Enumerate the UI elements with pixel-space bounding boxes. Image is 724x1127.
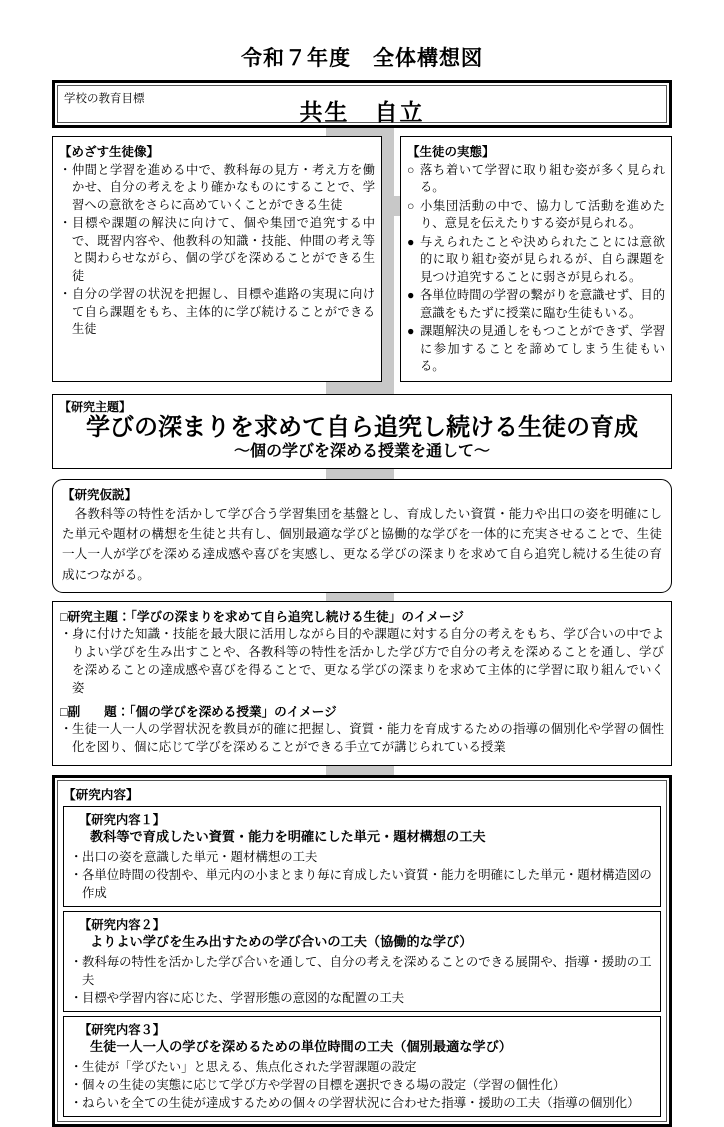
bullet-open-circle-icon: ○ bbox=[407, 163, 415, 177]
list-item bbox=[70, 1094, 654, 1112]
page-title: 令和７年度 全体構想図 bbox=[241, 47, 483, 70]
school-goal-value: 共生 自立 bbox=[299, 99, 425, 125]
research-hypothesis-text: 各教科等の特性を活かして学び合う学習集団を基盤とし、育成したい資質・能力や出口の姿を明確にした単元や題材の構想を生徒と共有し、個別最適な学びと協働的な学びを一体的に充実させることで、生徒一人一人が学びを深める達成感や喜びを実感し、更なる学びの深まりを求めて自ら追究し続ける生徒の育成につながる。 bbox=[62, 506, 663, 582]
list-item bbox=[70, 848, 654, 866]
list-item bbox=[60, 721, 664, 757]
student-image-box bbox=[52, 136, 382, 382]
research-theme-label: 【研究主題】 bbox=[59, 400, 132, 415]
subtitle-image-heading-rest: ：「個の学びを深める授業」のイメージ bbox=[116, 705, 337, 719]
school-goal-label: 学校の教育目標 bbox=[64, 93, 145, 105]
bullet-dot-icon: ・ bbox=[70, 1078, 83, 1093]
theme-image-heading-rest: ：「学びの深まりを求めて自ら追究し続ける生徒」のイメージ bbox=[117, 610, 464, 625]
research-hypothesis-box bbox=[52, 479, 672, 594]
list-item-text: 各単位時間の役割や、単元内の小まとまり毎に育成したい資質・能力を明確にした単元・題材構造図の作成 bbox=[82, 867, 652, 900]
bullet-dot-icon: ・ bbox=[60, 627, 73, 642]
student-reality-heading: 【生徒の実態】 bbox=[407, 145, 495, 159]
student-image-heading: 【めざす生徒像】 bbox=[59, 145, 160, 159]
subtitle-image-heading-prefix: □副 bbox=[60, 705, 81, 719]
list-item-text: 小集団活動の中で、協力して活動を進めたり、意見を伝えたりする姿が見られる。 bbox=[420, 198, 665, 231]
bullet-dot-icon: ・ bbox=[70, 1096, 83, 1111]
research-theme-main: 学びの深まりを求めて自ら追究し続ける生徒の育成 bbox=[86, 414, 638, 442]
bullet-filled-circle-icon: ● bbox=[407, 234, 415, 249]
bullet-dot-icon: ・ bbox=[60, 722, 73, 736]
subtitle-image-heading bbox=[60, 701, 664, 720]
list-item-text: 生徒一人一人の学習状況を教員が的確に把握し、資質・能力を育成するための指導の個別化や学習の個性化を図り、個に応じて学びを深めることができる手立てが講じられている授業 bbox=[72, 722, 664, 754]
bullet-dot-icon: ・ bbox=[59, 287, 72, 302]
student-reality-list bbox=[407, 162, 665, 375]
research-content-card-2 bbox=[63, 911, 661, 1012]
research-theme-box bbox=[52, 394, 672, 468]
list-item-text: 個々の生徒の実態に応じて学び方や学習の目標を選択できる場の設定（学習の個性化） bbox=[82, 1078, 566, 1093]
content-card-heading: よりよい学びを生み出すための学び合いの工夫（協働的な学び） bbox=[90, 934, 473, 950]
bullet-dot-icon: ・ bbox=[70, 849, 83, 864]
list-item bbox=[70, 866, 654, 902]
list-item-text: 目標や学習内容に応じた、学習形態の意図的な配置の工夫 bbox=[82, 991, 405, 1006]
list-item-text: 仲間と学習を進める中で、教科毎の見方・考え方を働かせ、自分の考えをより確かなものにすることで、学習への意欲をさらに高めていくことができる生徒 bbox=[72, 163, 375, 212]
list-item bbox=[407, 162, 665, 197]
theme-image-heading bbox=[60, 606, 664, 625]
research-hypothesis-label: 【研究仮説】 bbox=[62, 487, 138, 502]
theme-image-heading-prefix: □研究主題 bbox=[60, 610, 118, 625]
bullet-dot-icon: ・ bbox=[59, 163, 72, 177]
list-item bbox=[70, 953, 654, 989]
list-item-text: 目標や課題の解決に向けて、個や集団で追究する中で、既習内容や、他教科の知識・技能、仲間の考え等と関わらせながら、個の学びを深めることができる生徒 bbox=[72, 216, 375, 283]
list-item bbox=[70, 1076, 654, 1094]
content-card-number: 【研究内容２】 bbox=[79, 918, 166, 933]
bullet-dot-icon: ・ bbox=[70, 954, 83, 969]
list-item-text: 自分の学習の状況を把握し、目標や進路の実現に向けて自ら課題をもち、主体的に学び続けることができる生徒 bbox=[72, 287, 375, 337]
list-item bbox=[407, 234, 665, 286]
list-item bbox=[407, 287, 665, 322]
bullet-filled-circle-icon: ● bbox=[407, 288, 415, 303]
list-item bbox=[70, 989, 654, 1007]
list-item-text: 各単位時間の学習の繋がりを意識せず、目的意識をもたずに授業に臨む生徒もいる。 bbox=[420, 288, 665, 320]
content-card-heading: 生徒一人一人の学びを深めるための単位時間の工夫（個別最適な学び） bbox=[90, 1039, 512, 1055]
bullet-filled-circle-icon: ● bbox=[407, 324, 415, 339]
list-item-text: 身に付けた知識・技能を最大限に活用しながら目的や課題に対する自分の考えをもち、学び合いの中でよりよい学びを生み出すことや、各教科等の特性を活かした学び方で自分の考えを深めることを通し、学びを深めることの達成感や喜びを得ることで、更なる学びの深まりを求めて主体的に学習に取り組んでいく姿 bbox=[72, 627, 664, 696]
list-item bbox=[59, 162, 375, 214]
list-item-text: 教科毎の特性を活かした学び合いを通して、自分の考えを深めることのできる展開や、指導・援助の工夫 bbox=[82, 954, 652, 988]
list-item bbox=[407, 323, 665, 375]
school-goal-box bbox=[52, 80, 672, 128]
research-theme-sub: ～個の学びを深める授業を通して～ bbox=[233, 443, 490, 461]
list-item-text: 出口の姿を意識した単元・題材構想の工夫 bbox=[82, 849, 318, 864]
student-image-list bbox=[59, 162, 375, 339]
list-item-text: 与えられたことや決められたことには意欲的に取り組む姿が見られるが、自ら課題を見つけ追究することに弱さが見られる。 bbox=[420, 234, 665, 284]
list-item bbox=[59, 286, 375, 338]
theme-image-list bbox=[60, 626, 664, 698]
subtitle-image-list bbox=[60, 721, 664, 757]
bullet-open-circle-icon: ○ bbox=[407, 198, 415, 213]
bullet-dot-icon: ・ bbox=[59, 216, 72, 231]
research-contents-title: 【研究内容】 bbox=[63, 787, 139, 802]
research-contents-box bbox=[52, 775, 672, 1127]
student-overview-row bbox=[52, 136, 672, 382]
list-item-text: ねらいを全ての生徒が達成するための個々の学習状況に合わせた指導・援助の工夫（指導の個別化） bbox=[82, 1096, 640, 1111]
content-card-list bbox=[70, 848, 654, 902]
list-item bbox=[60, 626, 664, 698]
bullet-dot-icon: ・ bbox=[70, 867, 83, 882]
content-card-number: 【研究内容３】 bbox=[79, 1023, 166, 1038]
list-item-text: 落ち着いて学習に取り組む姿が多く見られる。 bbox=[420, 163, 665, 195]
list-item-text: 課題解決の見通しをもつことができず、学習に参加することを諦めてしまう生徒もいる。 bbox=[420, 324, 665, 373]
list-item-text: 生徒が「学びたい」と思える、焦点化された学習課題の設定 bbox=[82, 1060, 417, 1075]
content-card-number: 【研究内容１】 bbox=[79, 812, 166, 827]
list-item bbox=[59, 215, 375, 285]
subtitle-image-heading-spacer bbox=[80, 705, 104, 719]
subtitle-image-heading-mid: 題 bbox=[104, 705, 117, 719]
research-content-card-3 bbox=[63, 1016, 661, 1117]
content-card-list bbox=[70, 1058, 654, 1112]
content-card-heading: 教科等で育成したい資質・能力を明確にした単元・題材構想の工夫 bbox=[90, 828, 486, 844]
bullet-dot-icon: ・ bbox=[70, 991, 83, 1006]
list-item bbox=[70, 1058, 654, 1076]
content-card-list bbox=[70, 953, 654, 1007]
list-item bbox=[407, 198, 665, 233]
image-definitions-box bbox=[52, 601, 672, 766]
student-reality-box bbox=[400, 136, 672, 382]
research-content-card-1 bbox=[63, 806, 661, 907]
bullet-dot-icon: ・ bbox=[70, 1060, 83, 1075]
